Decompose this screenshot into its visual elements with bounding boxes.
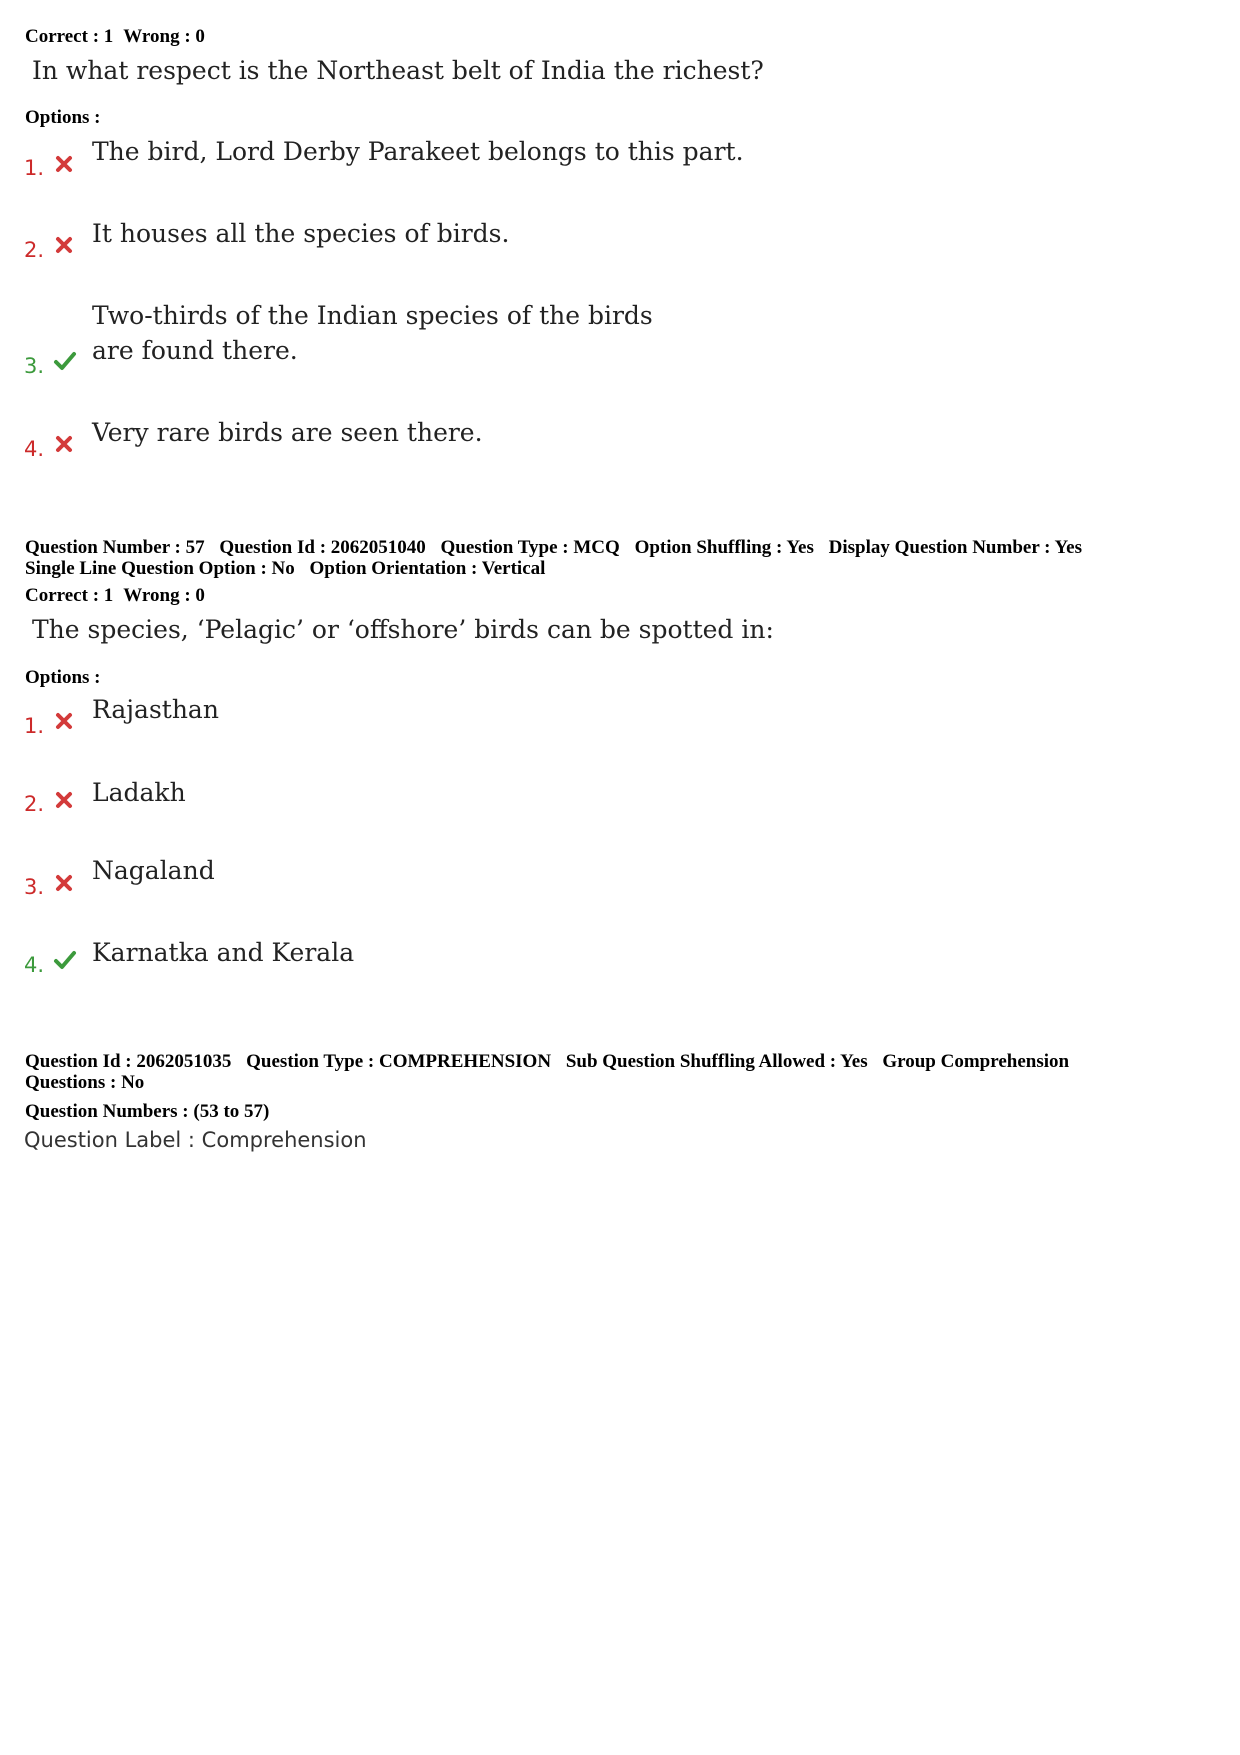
wrong-count: Wrong : 0	[123, 585, 205, 606]
question-header	[25, 1051, 1225, 1093]
options-label: Options :	[25, 107, 101, 128]
option-number: 4.	[24, 437, 45, 461]
cross-icon	[53, 708, 77, 732]
correct-count: Correct : 1	[25, 26, 114, 47]
option-text: Very rare birds are seen there.	[92, 418, 483, 447]
option-text: The bird, Lord Derby Parakeet belongs to this part.	[92, 137, 744, 166]
option-number: 4.	[24, 953, 45, 977]
wrong-count: Wrong : 0	[123, 26, 205, 47]
option-text-line1: Two-thirds of the Indian species of the birds	[92, 301, 653, 330]
cross-icon	[53, 151, 77, 175]
option-number: 2.	[24, 792, 45, 816]
option-number: 3.	[24, 354, 45, 378]
header-line: Question Number : 57 Question Id : 2062051040 Question Type : MCQ Option Shuffling : Yes Display Question Number : Yes	[25, 537, 1082, 558]
question-text: In what respect is the Northeast belt of India the richest?	[32, 56, 764, 85]
question-header	[25, 537, 1225, 579]
cross-icon	[53, 787, 77, 811]
option-text: Karnatka and Kerala	[92, 938, 355, 967]
option-number: 2.	[24, 238, 45, 262]
score-line	[25, 585, 1225, 606]
cross-icon	[53, 870, 77, 894]
cross-icon	[53, 232, 77, 256]
score-line	[25, 26, 1225, 47]
header-line: Questions : No	[25, 1072, 145, 1093]
option-number: 1.	[24, 156, 45, 180]
header-line: Single Line Question Option : No Option Orientation : Vertical	[25, 558, 546, 579]
option-text-line2: are found there.	[92, 336, 298, 365]
option-text: Ladakh	[92, 778, 186, 807]
option-text: It houses all the species of birds.	[92, 219, 510, 248]
option-text: Nagaland	[92, 856, 215, 885]
options-label: Options :	[25, 667, 101, 688]
option-number: 3.	[24, 875, 45, 899]
question-label: Question Label : Comprehension	[24, 1128, 367, 1152]
check-icon	[53, 948, 77, 972]
check-icon	[53, 349, 77, 373]
option-text: Rajasthan	[92, 695, 219, 724]
correct-count: Correct : 1	[25, 585, 114, 606]
option-number: 1.	[24, 714, 45, 738]
question-numbers: Question Numbers : (53 to 57)	[25, 1101, 270, 1122]
cross-icon	[53, 431, 77, 455]
header-line: Question Id : 2062051035 Question Type : COMPREHENSION Sub Question Shuffling Allowed : Yes Group Comprehension	[25, 1051, 1070, 1072]
question-text: The species, ‘Pelagic’ or ‘offshore’ birds can be spotted in:	[32, 615, 774, 644]
